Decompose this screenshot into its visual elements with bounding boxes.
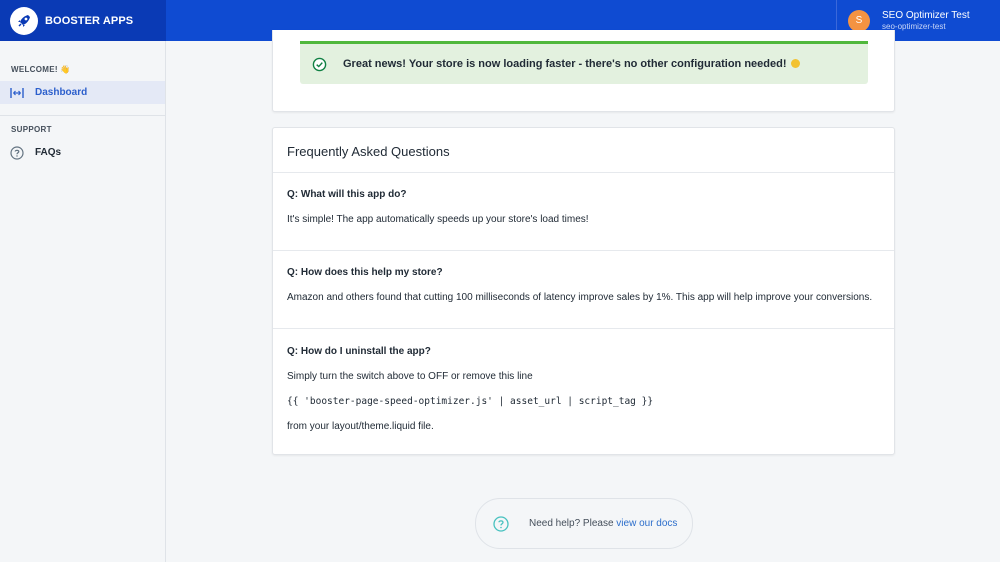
faq-question: Q: How do I uninstall the app? xyxy=(287,346,431,357)
avatar: S xyxy=(848,10,870,32)
help-footer xyxy=(475,498,693,549)
help-icon xyxy=(493,516,509,532)
sidebar-item-faqs[interactable] xyxy=(0,141,165,164)
faq-title: Frequently Asked Questions xyxy=(287,144,450,159)
check-circle-icon xyxy=(312,57,327,72)
faq-question: Q: How does this help my store? xyxy=(287,267,443,278)
faq-card xyxy=(272,127,895,455)
brand[interactable] xyxy=(0,0,166,41)
faq-item xyxy=(287,189,882,225)
question-circle-icon xyxy=(10,146,24,160)
sidebar-divider xyxy=(0,115,165,116)
dashboard-icon xyxy=(10,86,24,100)
faq-item xyxy=(287,346,882,432)
support-label: SUPPORT xyxy=(11,125,52,134)
sidebar-item-label: Dashboard xyxy=(35,87,88,98)
user-handle: seo-optimizer-test xyxy=(882,21,946,31)
faq-divider xyxy=(273,172,894,173)
faq-answer: Simply turn the switch above to OFF or remove this line xyxy=(287,371,533,382)
faq-divider xyxy=(273,328,894,329)
faq-answer: It's simple! The app automatically speeds up your store's load times! xyxy=(287,214,589,225)
sidebar-item-label: FAQs xyxy=(35,147,62,158)
docs-link[interactable]: view our docs xyxy=(616,518,678,529)
sidebar-item-dashboard[interactable] xyxy=(0,81,165,104)
smile-emoji-icon xyxy=(791,59,800,68)
brand-name: BOOSTER APPS xyxy=(45,14,134,27)
help-text: Need help? Please view our docs xyxy=(529,518,678,529)
faq-answer-continued: from your layout/theme.liquid file. xyxy=(287,421,434,432)
faq-answer: Amazon and others found that cutting 100 milliseconds of latency improve sales by 1%. This app will help improve your conversions. xyxy=(287,292,873,303)
user-name: SEO Optimizer Test xyxy=(882,9,970,21)
faq-divider xyxy=(273,250,894,251)
faq-item xyxy=(287,267,882,303)
status-card xyxy=(272,30,895,112)
rocket-logo-icon xyxy=(10,7,38,35)
success-banner xyxy=(300,41,868,84)
code-snippet: {{ 'booster-page-speed-optimizer.js' | asset_url | script_tag }} xyxy=(287,396,654,407)
faq-question: Q: What will this app do? xyxy=(287,189,407,200)
banner-text: Great news! Your store is now loading faster - there's no other configuration needed! xyxy=(343,58,800,70)
welcome-label: WELCOME! 👋 xyxy=(11,65,71,74)
sidebar xyxy=(0,41,166,562)
